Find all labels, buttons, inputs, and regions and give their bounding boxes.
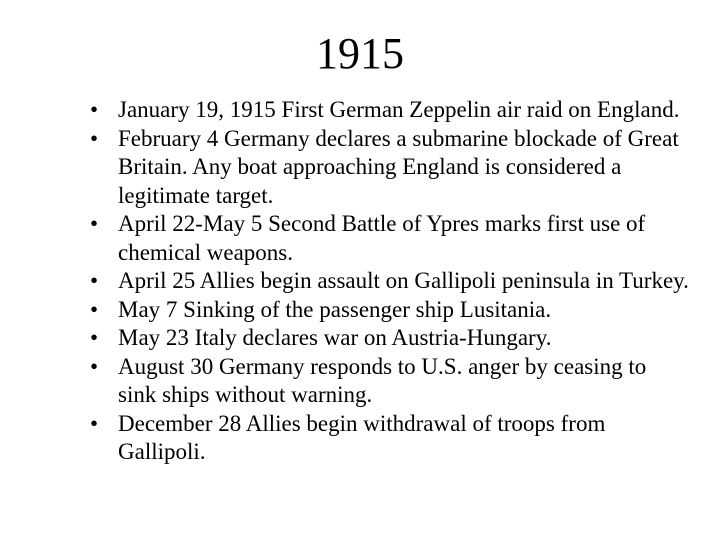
timeline-bullet-list xyxy=(90,96,690,467)
slide-title: 1915 xyxy=(316,29,404,78)
timeline-item-text: April 22-May 5 Second Battle of Ypres marks first use of chemical weapons. xyxy=(118,211,646,265)
bullet-icon: • xyxy=(90,296,99,322)
timeline-item xyxy=(90,267,690,296)
timeline-item xyxy=(90,353,690,410)
bullet-icon: • xyxy=(90,97,99,122)
timeline-item-text: December 28 Allies begin withdrawal of troops from Gallipoli. xyxy=(118,410,606,464)
bullet-icon: • xyxy=(90,268,99,293)
bullet-icon: • xyxy=(90,211,99,236)
timeline-item-text: January 19, 1915 First German Zeppelin air raid on England. xyxy=(118,97,680,122)
timeline-item xyxy=(90,296,690,325)
bullet-icon: • xyxy=(90,125,99,151)
timeline-item-text: April 25 Allies begin assault on Gallipoli peninsula in Turkey. xyxy=(118,268,689,293)
timeline-item-text: May 23 Italy declares war on Austria-Hungary. xyxy=(118,325,552,350)
timeline-item xyxy=(90,125,690,211)
timeline-item xyxy=(90,324,690,353)
timeline-item xyxy=(90,410,690,467)
bullet-icon: • xyxy=(90,325,99,350)
timeline-item-text: February 4 Germany declares a submarine blockade of Great Britain. Any boat approaching England is considered a legitimate target. xyxy=(118,125,679,208)
bullet-icon: • xyxy=(90,353,99,379)
timeline-item-text: May 7 Sinking of the passenger ship Lusitania. xyxy=(118,296,552,322)
timeline-item xyxy=(90,210,690,267)
timeline-item xyxy=(90,96,690,125)
timeline-item-text: August 30 Germany responds to U.S. anger by ceasing to sink ships without warning. xyxy=(118,353,647,407)
bullet-icon: • xyxy=(90,410,99,436)
